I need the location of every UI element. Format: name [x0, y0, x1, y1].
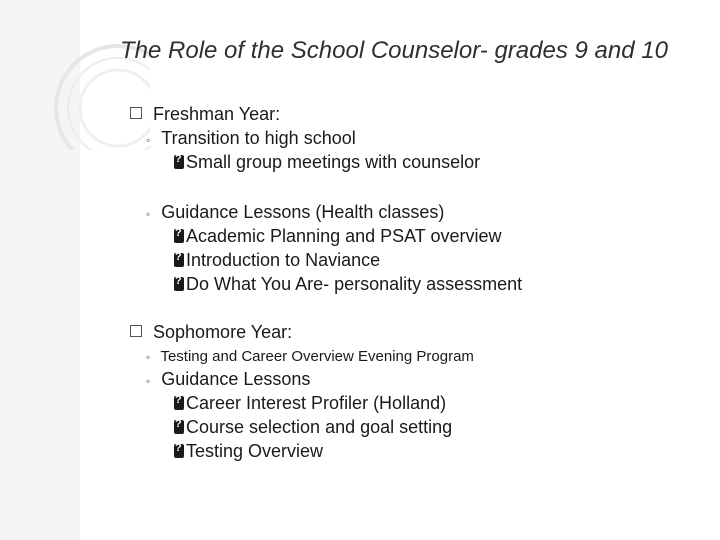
unknown-character-icon [174, 444, 184, 458]
list-subitem: ?Testing Overview [174, 441, 323, 462]
list-subitem: ?Course selection and goal setting [174, 417, 452, 438]
section-heading-sophomore: Sophomore Year: [130, 322, 292, 343]
list-subitem: ?Academic Planning and PSAT overview [174, 226, 502, 247]
unknown-character-icon [174, 396, 184, 410]
unknown-character-icon [174, 277, 184, 291]
list-item: ◦ Testing and Career Overview Evening Program [146, 348, 474, 365]
list-subitem: ?Introduction to Naviance [174, 250, 380, 271]
missing-glyph-box-icon [130, 325, 142, 337]
ring-bullet-icon: ◦ [146, 133, 151, 147]
section-heading-freshman: Freshman Year: [130, 104, 280, 125]
ring-bullet-icon: ◦ [146, 374, 151, 388]
ring-bullet-icon: ◦ [146, 207, 151, 221]
list-item: ◦ Transition to high school [146, 128, 356, 148]
list-subitem: ?Small group meetings with counselor [174, 152, 480, 173]
unknown-character-icon [174, 229, 184, 243]
unknown-character-icon [174, 420, 184, 434]
ring-bullet-icon: ◦ [146, 350, 151, 364]
list-item: ◦ Guidance Lessons [146, 369, 311, 389]
list-subitem: ?Do What You Are- personality assessment [174, 274, 522, 295]
missing-glyph-box-icon [130, 107, 142, 119]
list-subitem: ?Career Interest Profiler (Holland) [174, 393, 446, 414]
unknown-character-icon [174, 253, 184, 267]
unknown-character-icon [174, 155, 184, 169]
slide-title: The Role of the School Counselor- grades 9 and 10 [120, 37, 668, 64]
list-item: ◦ Guidance Lessons (Health classes) [146, 202, 445, 222]
